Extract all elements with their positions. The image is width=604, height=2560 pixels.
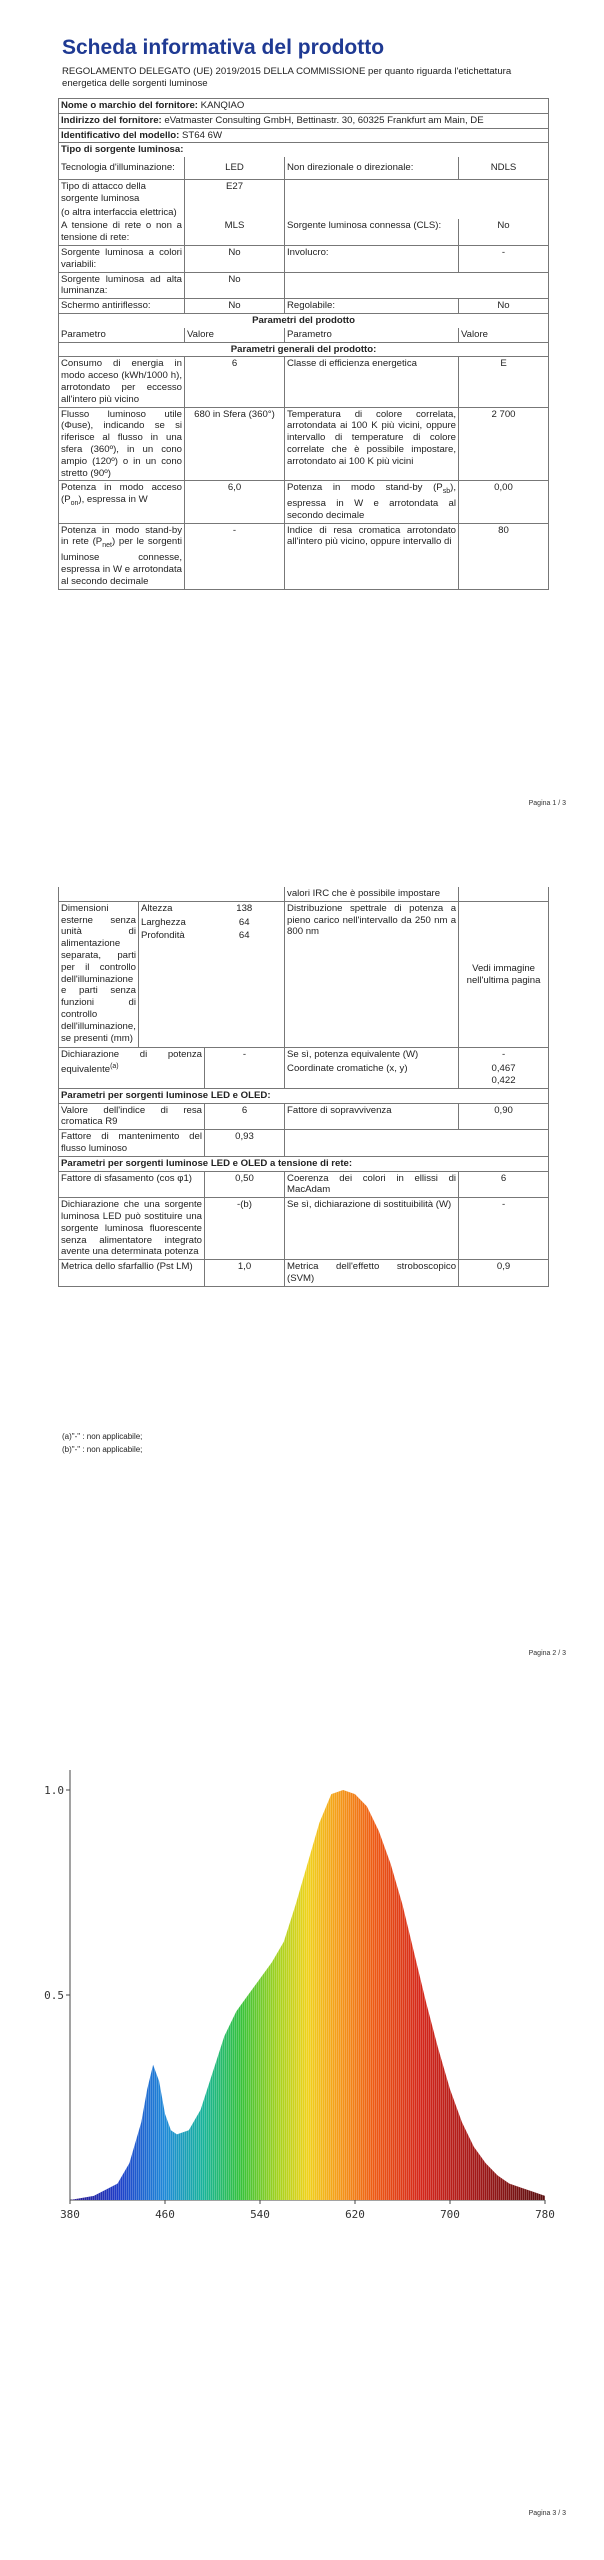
x-tick-label: 540 bbox=[250, 2208, 270, 2221]
r9-value: 6 bbox=[205, 1103, 285, 1130]
equivalent-power-value: - bbox=[205, 1048, 285, 1088]
height-value: 138 bbox=[205, 901, 285, 915]
chromaticity-x: 0,467 bbox=[491, 1063, 516, 1075]
model-label: Identificativo del modello: bbox=[61, 129, 180, 141]
cri-label-cont: valori IRC che è possibile impostare bbox=[285, 887, 459, 901]
col-value-2: Valore bbox=[459, 328, 549, 342]
general-params-heading: Parametri generali del prodotto: bbox=[59, 342, 549, 357]
product-table-1: Nome o marchio del fornitore: KANQIAO Indirizzo del fornitore: eVatmaster Consulting GmbH, Bettinastr. 30, 60325 Frankfurt am Main, DE Identificativo del modello: ST64 6W Tipo di sorgente luminosa: Tecnologia d'illuminazione: LED Non direzionale o direzionale: NDLS Tipo di attacco della sorgente luminosa E27 (o altra interfaccia elettrica) A tensione di rete o non a tensione di rete: MLS Sorgente luminosa connessa (CLS): No Sorgente luminosa a colori variabili: No Involucro: - Sorgente luminosa ad alta luminanza: No Schermo antiriflesso: No Regolabile: No Parametri del prodotto Parametro Valore Parametro Valore Parametri generali del prodotto: Consumo di energia in modo acceso (kWh/1000 h), arrotondato per eccesso all'intero più vicino 6 Classe di efficienza energetica E Flusso luminoso utile (Φuse), indicando se si riferisce al flusso in una sfera (360º), in un cono ampio (120º) o in un cono stretto (90º) 680 in Sfera (360°) Temperatura di colore correlata, arrotondata ai 100 K più vicini, oppure intervallo di temperature di colore correlate che è possibile impostare, arrotondato ai 100 K più vicini 2 700 Potenza in modo acceso $(P_{on})$, espressa in W 6,0 Potenza in modo stand-by $(P_{sb})$, espressa in W e arrotondata al secondo decimale 0,00 Potenza in modo stand-by in rete $(P_{net})$ per le sorgenti luminose connesse, espressa in W e arrotondata al secondo decimale - Indice di resa cromatica arrotondato all'intero più vicino, oppure intervallo di 80 bbox=[58, 98, 549, 590]
x-tick-label: 380 bbox=[60, 2208, 80, 2221]
product-table-2: valori IRC che è possibile impostare Dimensioni esterne senza unità di alimentazione separata, parti per il controllo dell'illuminazione e parti senza funzioni di controllo dell'illuminazione, se presenti (mm) Altezza 138 Distribuzione spettrale di potenza a pieno carico nell'intervallo da 250 nm a 800 nm Vedi immagine nell'ultima pagina Larghezza 64 Profondità 64 Dichiarazione di potenza equivalente$^{(a)}$ - Se sì, potenza equivalente (W) - Coordinate cromatiche (x, y) 0,467 0,422 Parametri per sorgenti luminose LED e OLED: Valore dell'indice di resa cromatica R9 6 Fattore di sopravvivenza 0,90 Fattore di mantenimento del flusso luminoso 0,93 Parametri per sorgenti luminose LED e OLED a tensione di rete: Fattore di sfasamento (cos φ1) 0,50 Coerenza dei colori in ellissi di MacAdam 6 Dichiarazione che una sorgente luminosa LED può sostituire una sorgente luminosa fluorescente senza alimentatore integrato avente una determinata potenza -(b) Se sì, dichiarazione di sostituibilità (W) - Metrica dello sfarfallio (Pst LM) 1,0 Metrica dell'effetto stroboscopico (SVM) 0,9 bbox=[58, 887, 549, 1287]
spectral-distribution-chart bbox=[40, 1740, 560, 2260]
cri-label: Indice di resa cromatica arrotondato all'intero più vicino, oppure intervallo di bbox=[285, 523, 459, 589]
tech-value: LED bbox=[185, 157, 285, 179]
stroboscopic-label: Metrica dell'effetto stroboscopico (SVM) bbox=[285, 1260, 459, 1287]
spectrum-hatch bbox=[70, 1790, 545, 2200]
colour-tunable-value: No bbox=[185, 245, 285, 272]
cls-value: No bbox=[459, 219, 549, 245]
spd-label: Distribuzione spettrale di potenza a pieno carico nell'intervallo da 250 nm a 800 nm bbox=[285, 901, 459, 1048]
led-params-heading: Parametri per sorgenti luminose LED e OLED: bbox=[59, 1088, 549, 1103]
cct-label: Temperatura di colore correlata, arrotondata ai 100 K più vicini, oppure intervallo di temperature di colore correlate che è possibile impostare, arrotondato ai 100 K più vicini bbox=[285, 407, 459, 481]
replacement-value: -(b) bbox=[205, 1198, 285, 1260]
energy-value: 6 bbox=[185, 357, 285, 407]
colour-consistency-value: 6 bbox=[459, 1171, 549, 1198]
r9-label: Valore dell'indice di resa cromatica R9 bbox=[59, 1103, 205, 1130]
tech-label: Tecnologia d'illuminazione: bbox=[59, 157, 185, 179]
replacement-label: Dichiarazione che una sorgente luminosa LED può sostituire una sorgente luminosa fluorescente senza alimentatore integrato avente una determinata potenza bbox=[59, 1198, 205, 1260]
height-label: Altezza bbox=[139, 901, 205, 915]
width-label: Larghezza bbox=[139, 916, 205, 930]
high-luminance-label: Sorgente luminosa ad alta luminanza: bbox=[59, 272, 185, 299]
spectrum-svg bbox=[40, 1740, 560, 2260]
regulation-text: REGOLAMENTO DELEGATO (UE) 2019/2015 DELLA COMMISSIONE per quanto riguarda l'etichettatura energetica delle sorgenti luminose bbox=[62, 66, 512, 89]
high-luminance-value: No bbox=[185, 272, 285, 299]
stroboscopic-value: 0,9 bbox=[459, 1260, 549, 1287]
cls-label: Sorgente luminosa connessa (CLS): bbox=[285, 219, 459, 245]
supplier-name-value: KANQIAO bbox=[200, 100, 245, 111]
anti-glare-label: Schermo antiriflesso: bbox=[59, 299, 185, 314]
cap-sub-label: (o altra interfaccia elettrica) bbox=[59, 206, 185, 220]
survival-value: 0,90 bbox=[459, 1103, 549, 1130]
dimmable-value: No bbox=[459, 299, 549, 314]
mains-params-heading: Parametri per sorgenti luminose LED e OLED a tensione di rete: bbox=[59, 1156, 549, 1171]
page-number-1: Pagina 1 / 3 bbox=[528, 800, 566, 807]
replacement-w-label: Se sì, dichiarazione di sostituibilità (W) bbox=[285, 1198, 459, 1260]
envelope-value: - bbox=[459, 245, 549, 272]
page-1 bbox=[0, 0, 604, 830]
direction-label: Non direzionale o direzionale: bbox=[285, 157, 459, 179]
efficiency-class-value: E bbox=[459, 357, 549, 407]
flicker-label: Metrica dello sfarfallio (Pst LM) bbox=[59, 1260, 205, 1287]
depth-label: Profondità bbox=[139, 929, 205, 1048]
x-tick-label: 460 bbox=[155, 2208, 175, 2221]
supplier-address-value: eVatmaster Consulting GmbH, Bettinastr. 30, 60325 Frankfurt am Main, DE bbox=[164, 114, 484, 126]
y-tick-label: 1.0 bbox=[44, 1784, 64, 1797]
params-heading: Parametri del prodotto bbox=[59, 313, 549, 327]
equivalent-w-label: Se sì, potenza equivalente (W) bbox=[285, 1048, 459, 1062]
supplier-address-label: Indirizzo del fornitore: bbox=[61, 114, 162, 126]
power-on-value: 6,0 bbox=[185, 481, 285, 523]
mains-value: MLS bbox=[185, 219, 285, 245]
replacement-w-value: - bbox=[459, 1198, 549, 1260]
anti-glare-value: No bbox=[185, 299, 285, 314]
cap-value: E27 bbox=[185, 179, 285, 205]
page-title: Scheda informativa del prodotto bbox=[62, 36, 385, 59]
dimensions-label: Dimensioni esterne senza unità di alimentazione separata, parti per il controllo dell'illuminazione e parti senza funzioni di controllo dell'illuminazione, se presenti (mm) bbox=[59, 901, 139, 1048]
dimmable-label: Regolabile: bbox=[285, 299, 459, 314]
col-value-1: Valore bbox=[185, 328, 285, 342]
survival-label: Fattore di sopravvivenza bbox=[285, 1103, 459, 1130]
x-tick-label: 780 bbox=[535, 2208, 555, 2221]
cap-label: Tipo di attacco della sorgente luminosa bbox=[61, 180, 146, 204]
flicker-value: 1,0 bbox=[205, 1260, 285, 1287]
flux-value: 680 in Sfera (360°) bbox=[185, 407, 285, 481]
cri-value: 80 bbox=[459, 523, 549, 589]
standby-label: Potenza in modo stand-by (P bbox=[287, 482, 443, 494]
chromaticity-label: Coordinate cromatiche (x, y) bbox=[285, 1062, 459, 1088]
efficiency-class-label: Classe di efficienza energetica bbox=[285, 357, 459, 407]
network-standby-value: - bbox=[185, 523, 285, 589]
chromaticity-y: 0,422 bbox=[491, 1074, 516, 1086]
source-type-heading: Tipo di sorgente luminosa: bbox=[59, 143, 549, 157]
network-standby-label: Potenza in modo stand-by in rete (P bbox=[61, 524, 182, 548]
lumen-maintenance-label: Fattore di mantenimento del flusso luminoso bbox=[59, 1130, 205, 1157]
width-value: 64 bbox=[205, 916, 285, 930]
envelope-label: Involucro: bbox=[285, 245, 459, 272]
chart-marks bbox=[70, 1790, 545, 2200]
footnote-b: (b)"-" : non applicabile; bbox=[62, 1445, 143, 1454]
standby-value: 0,00 bbox=[459, 481, 549, 523]
col-param-1: Parametro bbox=[59, 328, 185, 342]
depth-value: 64 bbox=[205, 929, 285, 1048]
x-tick-label: 620 bbox=[345, 2208, 365, 2221]
footnotes bbox=[62, 1430, 142, 1456]
page-number-2: Pagina 2 / 3 bbox=[528, 1650, 566, 1657]
mains-label: A tensione di rete o non a tensione di rete: bbox=[59, 219, 185, 245]
cct-value: 2 700 bbox=[459, 407, 549, 481]
col-param-2: Parametro bbox=[285, 328, 459, 342]
colour-tunable-label: Sorgente luminosa a colori variabili: bbox=[59, 245, 185, 272]
energy-label: Consumo di energia in modo acceso (kWh/1000 h), arrotondato per eccesso all'intero più vicino bbox=[59, 357, 185, 407]
power-factor-label: Fattore di sfasamento (cos φ1) bbox=[59, 1171, 205, 1198]
spd-value: Vedi immagine nell'ultima pagina bbox=[459, 901, 549, 1048]
supplier-name-label: Nome o marchio del fornitore: bbox=[61, 100, 198, 111]
equivalent-power-label: Dichiarazione di potenza equivalente bbox=[61, 1049, 202, 1076]
equivalent-w-value: - bbox=[459, 1048, 549, 1062]
y-tick-label: 0.5 bbox=[44, 1989, 64, 2002]
x-tick-label: 700 bbox=[440, 2208, 460, 2221]
lumen-maintenance-value: 0,93 bbox=[205, 1130, 285, 1157]
flux-label: Flusso luminoso utile (Φuse), indicando se si riferisce al flusso in una sfera (360º), in un cono ampio (120º) o in un cono stretto (90º) bbox=[59, 407, 185, 481]
page-2 bbox=[0, 830, 604, 1680]
power-factor-value: 0,50 bbox=[205, 1171, 285, 1198]
model-value: ST64 6W bbox=[182, 129, 223, 141]
footnote-a: (a)"-" : non applicabile; bbox=[62, 1432, 143, 1441]
power-on-label: Potenza in modo acceso (P bbox=[61, 482, 182, 506]
colour-consistency-label: Coerenza dei colori in ellissi di MacAdam bbox=[285, 1171, 459, 1198]
page-number-3: Pagina 3 / 3 bbox=[528, 2510, 566, 2517]
direction-value: NDLS bbox=[459, 157, 549, 179]
